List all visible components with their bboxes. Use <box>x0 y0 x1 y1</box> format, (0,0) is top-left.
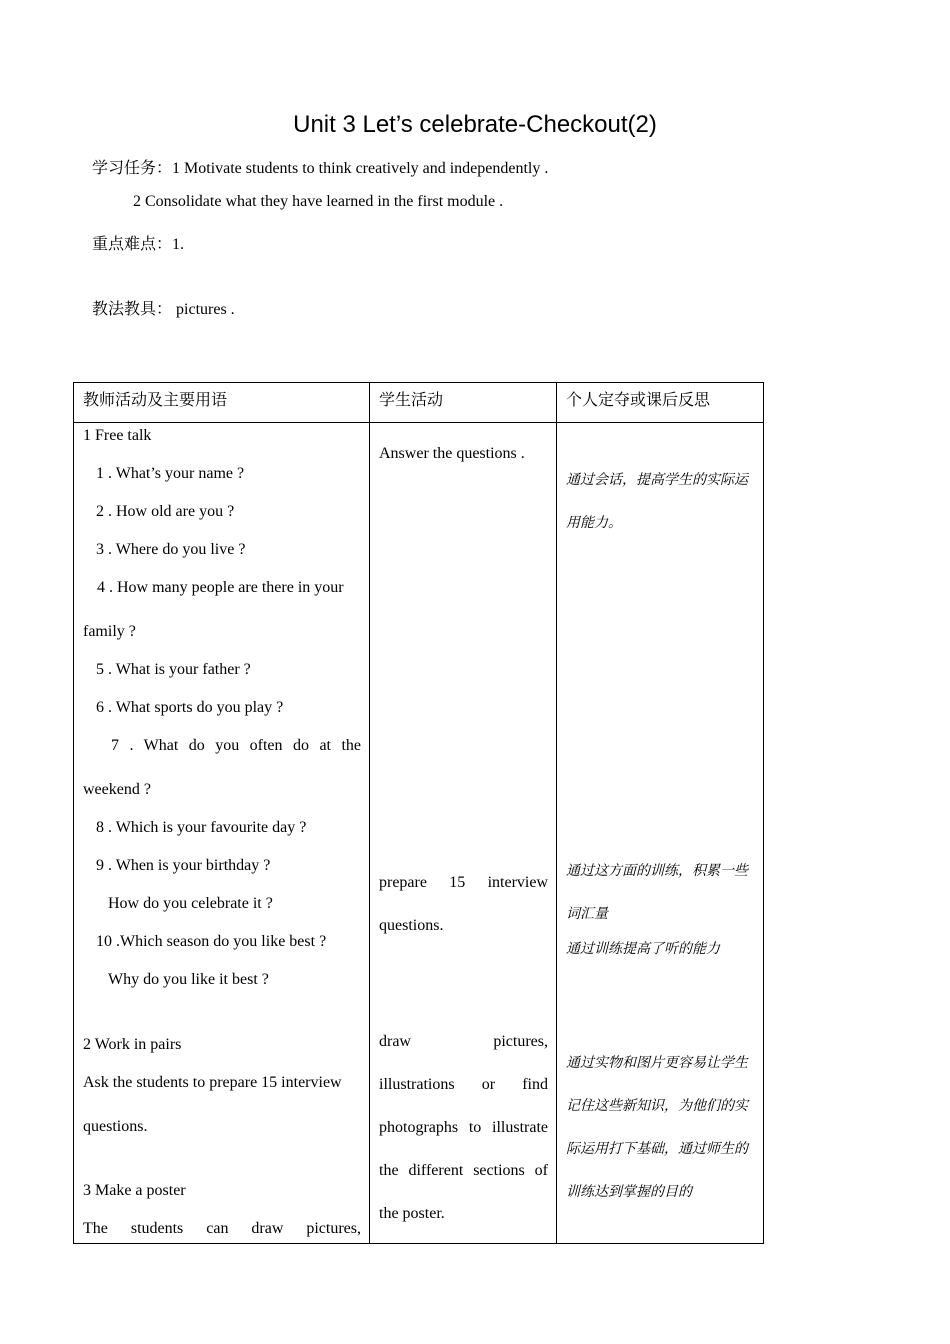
question-7-line-1: 7 . What do you often do at the <box>111 737 361 754</box>
note-1-line-1: 通过会话，提高学生的实际运 <box>566 473 748 488</box>
question-3: 3 . Where do you live ? <box>96 541 246 558</box>
lesson-table <box>73 382 764 1244</box>
note-3-line-3: 际运用打下基础，通过师生的 <box>566 1142 748 1157</box>
note-3-line-2: 记住这些新知识，为他们的实 <box>566 1099 748 1114</box>
task-1: 1 Motivate students to think creatively and independently . <box>172 160 549 177</box>
question-8: 8 . Which is your favourite day ? <box>96 819 307 836</box>
tasks-line-1 <box>92 155 548 178</box>
key-points-line <box>92 231 184 254</box>
header-student-activities: 学生活动 <box>379 392 444 409</box>
materials-line <box>92 296 235 319</box>
work-in-pairs-line-2: questions. <box>83 1118 148 1135</box>
note-1-line-2: 用能力。 <box>566 516 622 531</box>
key-points-value: 1. <box>172 236 185 253</box>
materials-value: pictures . <box>172 301 235 318</box>
question-6: 6 . What sports do you play ? <box>96 699 284 716</box>
make-poster-line-1: The students can draw pictures, <box>83 1220 361 1237</box>
note-2-line-3: 通过训练提高了听的能力 <box>566 942 720 957</box>
table-body-row <box>74 423 764 1244</box>
header-teacher-activities: 教师活动及主要用语 <box>83 392 228 409</box>
question-10-line-2: Why do you like it best ? <box>108 971 269 988</box>
note-3-line-1: 通过实物和图片更容易让学生 <box>566 1056 748 1071</box>
free-talk-heading: 1 Free talk <box>83 427 152 444</box>
page-title: Unit 3 Let’s celebrate-Checkout(2) <box>293 111 657 138</box>
student-activities-cell <box>370 423 556 1243</box>
student-activity-3-line-4: the different sections of <box>379 1162 548 1179</box>
student-activity-2-line-2: questions. <box>379 917 444 934</box>
materials-label: 教法教具： <box>92 301 173 318</box>
header-reflection: 个人定夺或课后反思 <box>566 392 711 409</box>
note-3-line-4: 训练达到掌握的目的 <box>566 1185 692 1200</box>
work-in-pairs-line-1: Ask the students to prepare 15 interview <box>83 1074 342 1091</box>
question-1: 1 . What’s your name ? <box>96 465 245 482</box>
question-9-line-1: 9 . When is your birthday ? <box>96 857 271 874</box>
question-9-line-2: How do you celebrate it ? <box>108 895 273 912</box>
note-2-line-2: 词汇量 <box>566 907 608 922</box>
note-2-line-1: 通过这方面的训练，积累一些 <box>566 864 748 879</box>
student-activity-3-line-5: the poster. <box>379 1205 445 1222</box>
work-in-pairs-heading: 2 Work in pairs <box>83 1036 182 1053</box>
reflection-cell <box>557 423 763 1243</box>
student-activity-3-line-3: photographs to illustrate <box>379 1119 548 1136</box>
task-2: 2 Consolidate what they have learned in the first module . <box>133 193 504 210</box>
question-4-line-2: family ? <box>83 623 136 640</box>
question-2: 2 . How old are you ? <box>96 503 235 520</box>
student-activity-1: Answer the questions . <box>379 445 525 462</box>
make-poster-heading: 3 Make a poster <box>83 1182 186 1199</box>
key-points-label: 重点难点： <box>92 236 173 253</box>
student-activity-3-line-1: draw pictures, <box>379 1033 548 1050</box>
question-4-line-1: 4 . How many people are there in your <box>97 579 344 596</box>
student-activity-3-line-2: illustrations or find <box>379 1076 548 1093</box>
question-7-line-2: weekend ? <box>83 781 151 798</box>
tasks-label: 学习任务： <box>92 160 173 177</box>
teacher-activities-cell <box>74 423 369 1243</box>
question-5: 5 . What is your father ? <box>96 661 251 678</box>
student-activity-2-line-1: prepare 15 interview <box>379 874 548 891</box>
question-10-line-1: 10 .Which season do you like best ? <box>96 933 327 950</box>
table-header-row <box>74 383 764 423</box>
